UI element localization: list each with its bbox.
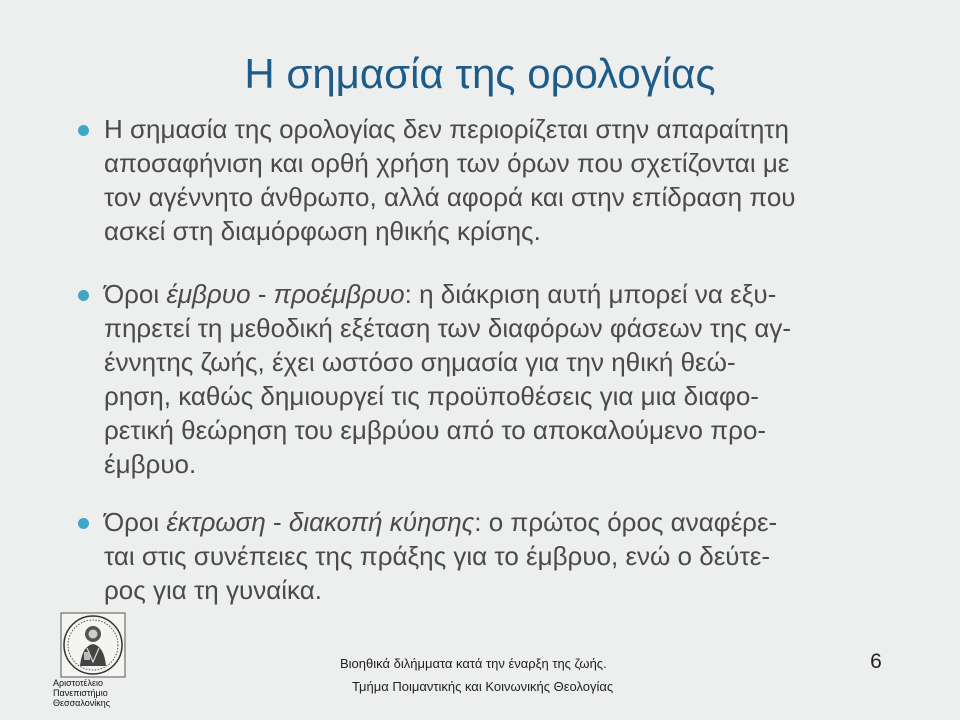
term-lead: Όροι [104,279,167,309]
logo-caption [53,678,133,708]
logo-caption-line: Πανεπιστήμιο [53,688,108,698]
bullet-2-line [104,277,894,311]
bullet-1-line: ασκεί στη διαμόρφωση ηθικής κρίσης. [104,216,541,246]
bullet-3-line: ται στις συνέπειες της πράξης για το έμβρυο, ενώ ο δεύτε- [104,541,771,571]
bullet-3-text [104,505,894,607]
university-logo-icon [60,612,126,678]
slide-title [0,44,960,104]
bullet-2-line: έμβρυο. [104,449,197,479]
line-rest: : η διάκριση αυτή μπορεί να εξυ- [404,279,777,309]
bullet-1-text [104,112,894,248]
bullet-3-line [104,505,894,539]
bullet-dot-icon [78,290,89,301]
line-rest: : ο πρώτος όρος αναφέρε- [474,507,778,537]
bullet-dot-icon [78,518,89,529]
bullet-2-line: πηρετεί τη μεθοδική εξέταση των διαφόρων φάσεων της αγ- [104,313,792,343]
footer-course-title: Βιοηθικά διλήμματα κατά την έναρξη της ζωής. [340,656,607,671]
logo-caption-line: Θεσσαλονίκης [53,698,111,708]
bullet-1-line: αποσαφήνιση και ορθή χρήση των όρων που σχετίζονται με [104,148,790,178]
bullet-1-line: τον αγέννητο άνθρωπο, αλλά αφορά και στην επίδραση που [104,182,796,212]
bullet-1-line: Η σημασία της ορολογίας δεν περιορίζεται στην απαραίτητη [104,114,790,144]
term-termination: διακοπή κύησης [288,507,475,537]
bullet-dot-icon [78,125,89,136]
bullet-3-line: ρος για τη γυναίκα. [104,575,322,605]
term-lead: Όροι [104,507,167,537]
bullet-2-text [104,277,894,481]
term-separator: - [265,507,289,537]
footer-department: Τμήμα Ποιμαντικής και Κοινωνικής Θεολογίας [352,679,614,694]
bullet-2-line: ρηση, καθώς δημιουργεί τις προϋποθέσεις για μια διαφο- [104,381,759,411]
term-pre-embryo: προέμβρυο [273,279,405,309]
term-embryo: έμβρυο [166,279,251,309]
term-separator: - [250,279,274,309]
logo-caption-line: Αριστοτέλειο [53,678,104,688]
term-abortion: έκτρωση [166,507,266,537]
bullet-2-line: ρετική θεώρηση του εμβρύου από το αποκαλούμενο προ- [104,415,767,445]
page-number: 6 [870,650,882,673]
bullet-2-line: έννητης ζωής, έχει ωστόσο σημασία για την ηθική θεώ- [104,347,736,377]
slide-title-text: Η σημασία της ορολογίας [244,50,716,97]
